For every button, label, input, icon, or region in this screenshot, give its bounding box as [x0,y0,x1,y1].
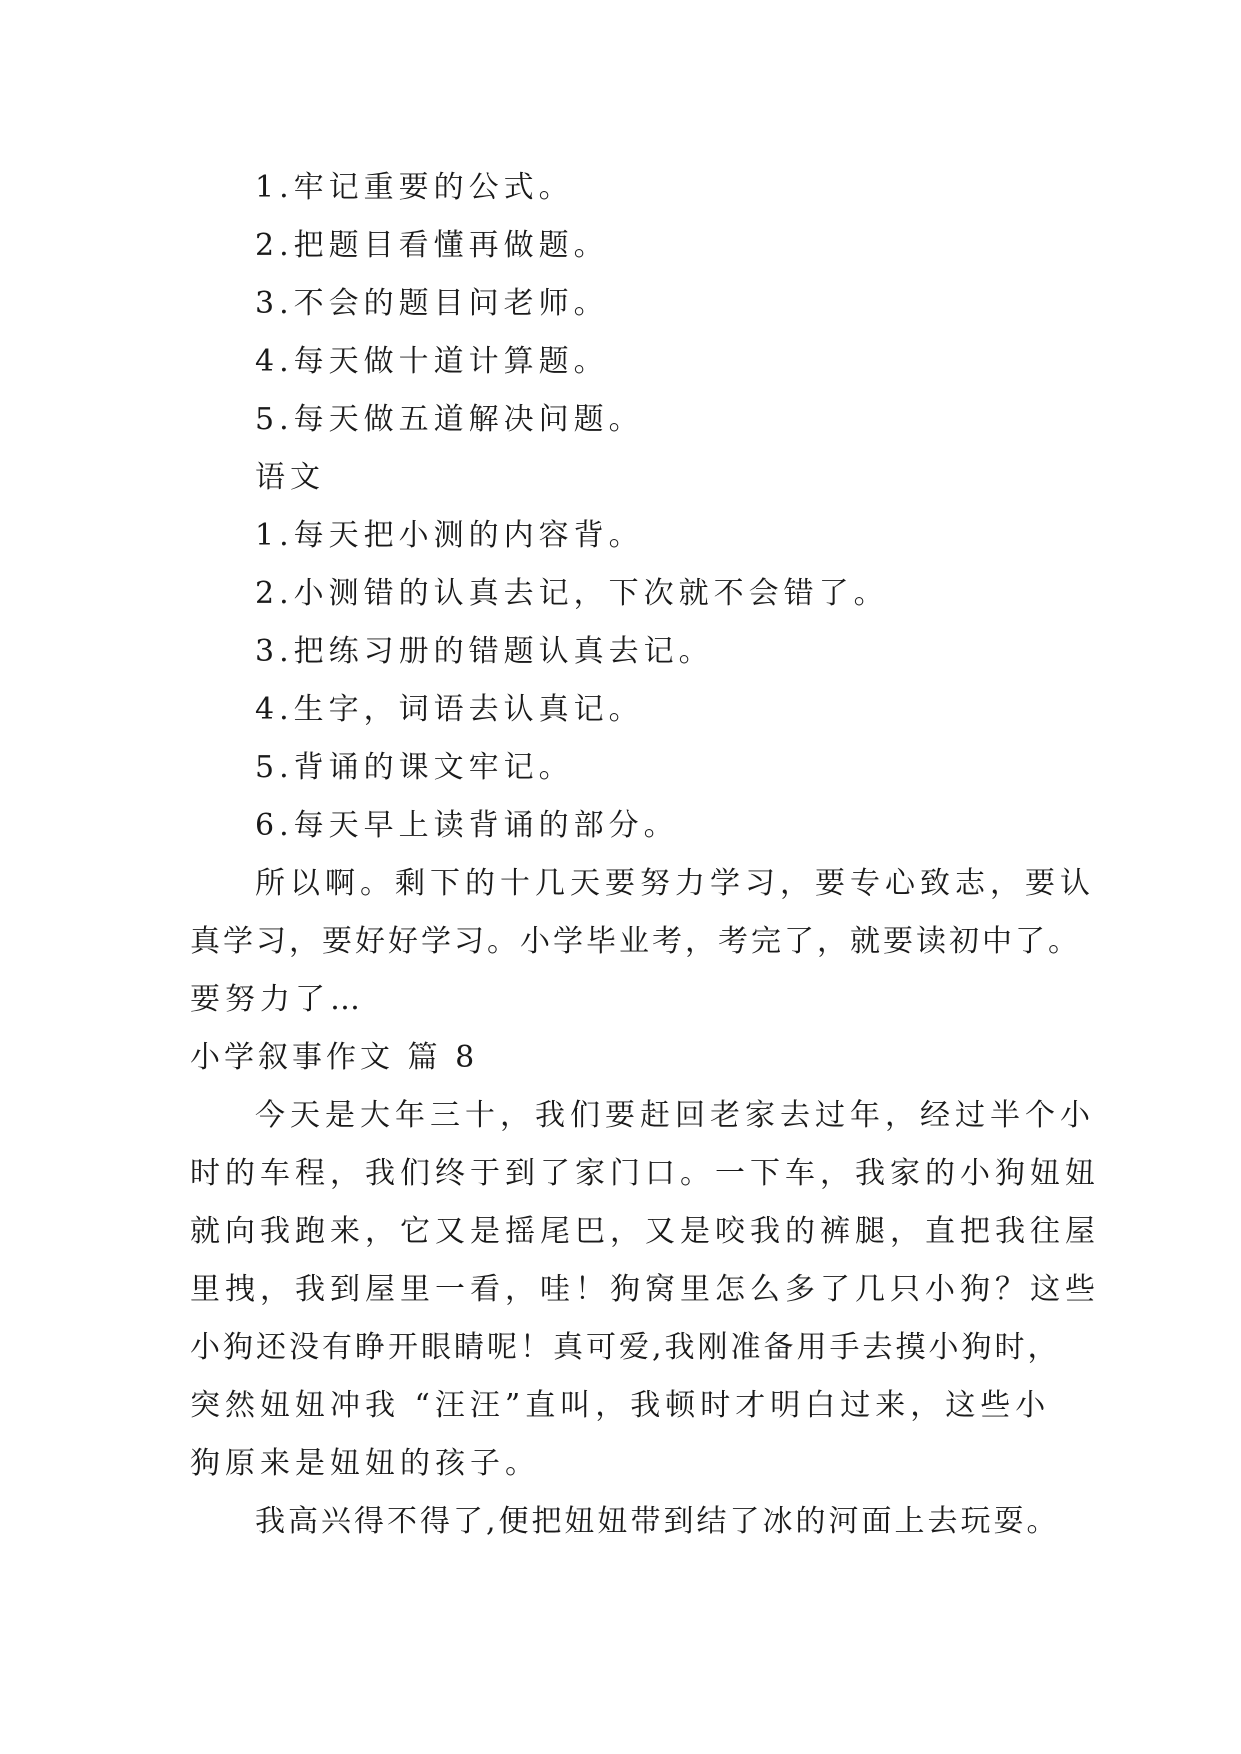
conclusion-line-3: 要努力了… [190,982,365,1017]
math-item-2: 2.把题目看懂再做题。 [255,228,609,263]
math-item-5: 5.每天做五道解决问题。 [255,402,644,437]
essay-p1-line-3: 就向我跑来，它又是摇尾巴，又是咬我的裤腿，直把我往屋 [190,1214,1100,1249]
math-item-1: 1.牢记重要的公式。 [255,170,574,205]
math-item-4: 4.每天做十道计算题。 [255,344,609,379]
chinese-item-2: 2.小测错的认真去记，下次就不会错了。 [255,576,889,611]
essay-p1-line-5: 小狗还没有睁开眼睛呢！真可爱,我刚准备用手去摸小狗时， [190,1330,1061,1365]
chinese-heading: 语文 [255,460,325,495]
chinese-item-3: 3.把练习册的错题认真去记。 [255,634,714,669]
essay-p1-line-6: 突然妞妞冲我 “汪汪”直叫，我顿时才明白过来，这些小 [190,1388,1051,1423]
essay-p1-line-7: 狗原来是妞妞的孩子。 [190,1446,540,1481]
essay-p1-line-4: 里拽，我到屋里一看，哇！狗窝里怎么多了几只小狗？这些 [190,1272,1100,1307]
essay-p1-line-2: 时的车程，我们终于到了家门口。一下车，我家的小狗妞妞 [190,1156,1100,1191]
chinese-item-4: 4.生字，词语去认真记。 [255,692,644,727]
chinese-item-6: 6.每天早上读背诵的部分。 [255,808,679,843]
conclusion-line-2: 真学习，要好好学习。小学毕业考，考完了，就要读初中了。 [190,924,1081,959]
essay-p2-line-1: 我高兴得不得了,便把妞妞带到结了冰的河面上去玩耍。 [255,1504,1060,1539]
chinese-item-1: 1.每天把小测的内容背。 [255,518,644,553]
essay-p1-line-1: 今天是大年三十，我们要赶回老家去过年，经过半个小 [255,1098,1095,1133]
essay-title: 小学叙事作文 篇 8 [190,1040,479,1075]
math-item-3: 3.不会的题目问老师。 [255,286,609,321]
conclusion-line-1: 所以啊。剩下的十几天要努力学习，要专心致志，要认 [255,866,1095,901]
chinese-item-5: 5.背诵的课文牢记。 [255,750,574,785]
